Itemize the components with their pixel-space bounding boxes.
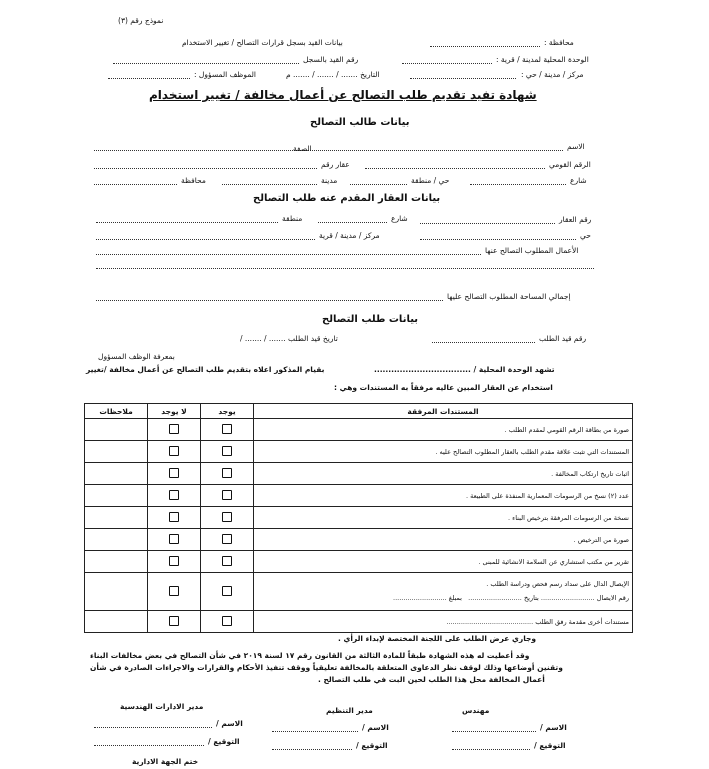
director-title: مدير الادارات الهندسية	[120, 702, 204, 711]
footer-line-4: أعمال المخالفة محل هذا الطلب لحين البت في طلب التصالح .	[318, 675, 545, 684]
property-no-label: رقم العقار	[559, 215, 592, 224]
footer-line-1: وجاري عرض الطلب على اللجنة المختصة لإبداء الرأي .	[338, 634, 537, 643]
applicant-governorate-label: محافظة	[181, 176, 206, 185]
dotted-line	[402, 63, 492, 64]
document-cell: تقرير من مكتب استشاري عن السلامة الانشائية للمبنى .	[254, 551, 633, 573]
applicant-street-field[interactable]	[470, 184, 566, 185]
exists-checkbox[interactable]	[222, 512, 232, 522]
not-exists-checkbox[interactable]	[169, 556, 179, 566]
table-row	[85, 419, 633, 441]
property-zone-field[interactable]	[96, 222, 278, 223]
planning-name-label: الاسم /	[362, 723, 389, 732]
property-street-field[interactable]	[318, 222, 387, 223]
header-date: التاريخ ....... / ....... / ....... م	[286, 70, 380, 79]
exists-checkbox[interactable]	[222, 490, 232, 500]
document-cell: نسخة من الرسومات المرفقة بترخيص البناء .	[254, 507, 633, 529]
director-name-field[interactable]	[94, 727, 212, 728]
request-no-field[interactable]	[432, 342, 535, 343]
table-row	[85, 463, 633, 485]
planning-title: مدير التنظيم	[326, 706, 373, 715]
footer-line-3: وتقنين أوضاعها وذلك لوقف نظر الدعاوى المتعلقة بالمخالفة تعليقياً ووقف تنفيذ الأحكام والقرارات والاجراءات الصادرة في شأن	[90, 663, 563, 672]
header-local-unit: الوحدة المحلية لمدينة / قرية :	[496, 55, 589, 64]
request-heading: بيانات طلب التصالح	[322, 314, 419, 325]
exists-checkbox[interactable]	[222, 468, 232, 478]
property-street-label: شارع	[391, 214, 408, 223]
col-documents: المستندات المرفقة	[254, 404, 633, 419]
table-row	[85, 611, 633, 633]
dotted-line	[430, 46, 540, 47]
not-exists-checkbox[interactable]	[169, 424, 179, 434]
notes-cell[interactable]	[85, 529, 148, 551]
exists-checkbox[interactable]	[222, 446, 232, 456]
receipt-amount: بمبلغ ..........................	[393, 594, 462, 602]
notes-cell[interactable]	[85, 419, 148, 441]
notes-cell[interactable]	[85, 507, 148, 529]
notes-cell[interactable]	[85, 551, 148, 573]
dotted-line	[113, 63, 299, 64]
director-signature-field[interactable]	[94, 745, 204, 746]
applicant-street-label: شارع	[570, 176, 587, 185]
footer-line-2: وقد أعطيت له هذه الشهادة طبقاً للمادة الثالثة من القانون رقم ١٧ لسنة ٢٠١٩ في شأن التصالح في بعض مخالفات البناء	[90, 651, 530, 660]
not-exists-checkbox[interactable]	[169, 534, 179, 544]
exists-checkbox[interactable]	[222, 586, 232, 596]
planning-signature-field[interactable]	[272, 749, 352, 750]
property-center-label: مركز / مدينة / قرية	[319, 231, 380, 240]
director-signature-label: التوقيع /	[208, 737, 240, 746]
applicant-name-label: الاسم	[567, 142, 585, 151]
exists-checkbox[interactable]	[222, 616, 232, 626]
request-officer-note: بمعرفة الوظف المسؤول	[98, 352, 175, 361]
applicant-national-id-field[interactable]	[365, 168, 545, 169]
dotted-line	[108, 78, 190, 79]
notes-cell[interactable]	[85, 611, 148, 633]
header-district: مركز / مدينة / حي :	[521, 70, 584, 79]
engineer-title: مهندس	[462, 706, 490, 715]
documents-table	[84, 403, 633, 633]
table-row	[85, 529, 633, 551]
request-no-label: رقم قيد الطلب	[539, 334, 587, 343]
table-row	[85, 441, 633, 463]
document-cell: اثبات تاريخ ارتكاب المخالفة .	[254, 463, 633, 485]
property-district-field[interactable]	[420, 239, 576, 240]
applicant-national-id-label: الرقم القومي	[549, 160, 591, 169]
table-row	[85, 485, 633, 507]
applicant-heading: بيانات طالب التصالح	[310, 117, 410, 128]
planning-signature-label: التوقيع /	[356, 741, 388, 750]
table-header-row	[85, 404, 633, 419]
planning-name-field[interactable]	[272, 731, 358, 732]
not-exists-checkbox[interactable]	[169, 512, 179, 522]
request-line-1b: بقيام المذكور اعلاه بتقديم طلب التصالح عن أعمال مخالفة /تغيير	[86, 365, 325, 374]
receipt-no-date: رقم الايصال .......................... بتاريخ ..........................	[468, 594, 629, 602]
exists-checkbox[interactable]	[222, 534, 232, 544]
property-heading: بيانات العقار المقدم عنه طلب التصالح	[253, 193, 441, 204]
notes-cell[interactable]	[85, 463, 148, 485]
not-exists-checkbox[interactable]	[169, 468, 179, 478]
applicant-property-no-label: عقار رقم	[321, 160, 350, 169]
property-works-label: الأعمال المطلوب التصالح عنها	[485, 246, 579, 255]
notes-cell[interactable]	[85, 573, 148, 611]
director-name-label: الاسم /	[216, 719, 243, 728]
property-no-field[interactable]	[420, 223, 555, 224]
property-zone-label: منطقة	[282, 214, 303, 223]
document-cell: عدد (٢) نسخ من الرسومات المعمارية المنفذة على الطبيعة .	[254, 485, 633, 507]
not-exists-checkbox[interactable]	[169, 616, 179, 626]
col-not-exists: لا يوجد	[148, 404, 201, 419]
property-works-field[interactable]	[96, 254, 481, 255]
exists-checkbox[interactable]	[222, 424, 232, 434]
engineer-signature-label: التوقيع /	[534, 741, 566, 750]
applicant-governorate-field[interactable]	[94, 184, 177, 185]
notes-cell[interactable]	[85, 441, 148, 463]
header-register-number: رقم القيد بالسجل	[303, 55, 359, 64]
col-notes: ملاحظات	[85, 404, 148, 419]
property-district-label: حي	[580, 231, 591, 240]
engineer-signature-field[interactable]	[452, 749, 530, 750]
property-center-field[interactable]	[96, 239, 315, 240]
exists-checkbox[interactable]	[222, 556, 232, 566]
document-cell: صورة من بطاقة الرقم القومي لمقدم الطلب .	[254, 419, 633, 441]
request-date-label: تاريخ قيد الطلب ....... / ....... /	[240, 334, 338, 343]
property-total-area-field[interactable]	[96, 300, 443, 301]
header-officer: الموظف المسؤول :	[194, 70, 256, 79]
applicant-city-field[interactable]	[222, 184, 317, 185]
applicant-capacity-label: الصفة	[293, 144, 312, 153]
dotted-line	[410, 78, 516, 79]
engineer-name-label: الاسم /	[540, 723, 567, 732]
applicant-city-label: مدينة	[321, 176, 338, 185]
document-cell: مستندات أخرى مقدمة رفق الطلب ..........................................	[254, 611, 633, 633]
document-cell: الإيصال الدال على سداد رسم فحص ودراسة الطلب .	[486, 580, 629, 588]
applicant-area-field[interactable]	[350, 184, 407, 185]
applicant-name-field[interactable]	[94, 150, 563, 151]
document-cell: المستندات التي تثبت علاقة مقدم الطلب بالعقار المطلوب التصالح عليه .	[254, 441, 633, 463]
engineer-name-field[interactable]	[452, 731, 536, 732]
request-line-1a: تشهد الوحدة المحلية / ..................................	[374, 365, 555, 374]
admin-seal: ختم الجهة الادارية	[132, 757, 199, 766]
table-row	[85, 507, 633, 529]
form-number: نموذج رقم (٣)	[118, 16, 164, 25]
not-exists-checkbox[interactable]	[169, 586, 179, 596]
header-register-data: بيانات القيد بسجل قرارات التصالح / تغيير الاستخدام	[182, 38, 343, 47]
applicant-property-no-field[interactable]	[94, 168, 317, 169]
page-title: شهادة تفيد تقديم طلب التصالح عن أعمال مخالفة / تغيير استخدام	[149, 88, 537, 102]
not-exists-checkbox[interactable]	[169, 490, 179, 500]
property-total-area-label: إجمالي المساحة المطلوب التصالح عليها	[447, 292, 571, 301]
request-line-2: استخدام عن العقار المبين عاليه مرفقاً به المستندات وهي :	[334, 383, 553, 392]
table-row	[85, 551, 633, 573]
not-exists-checkbox[interactable]	[169, 446, 179, 456]
col-exists: يوجد	[201, 404, 254, 419]
document-cell: صورة من الترخيص .	[254, 529, 633, 551]
property-works-field[interactable]	[96, 268, 594, 269]
header-governorate: محافظة :	[544, 38, 574, 47]
table-row	[85, 573, 633, 611]
notes-cell[interactable]	[85, 485, 148, 507]
applicant-area-label: حي / منطقة	[411, 176, 450, 185]
